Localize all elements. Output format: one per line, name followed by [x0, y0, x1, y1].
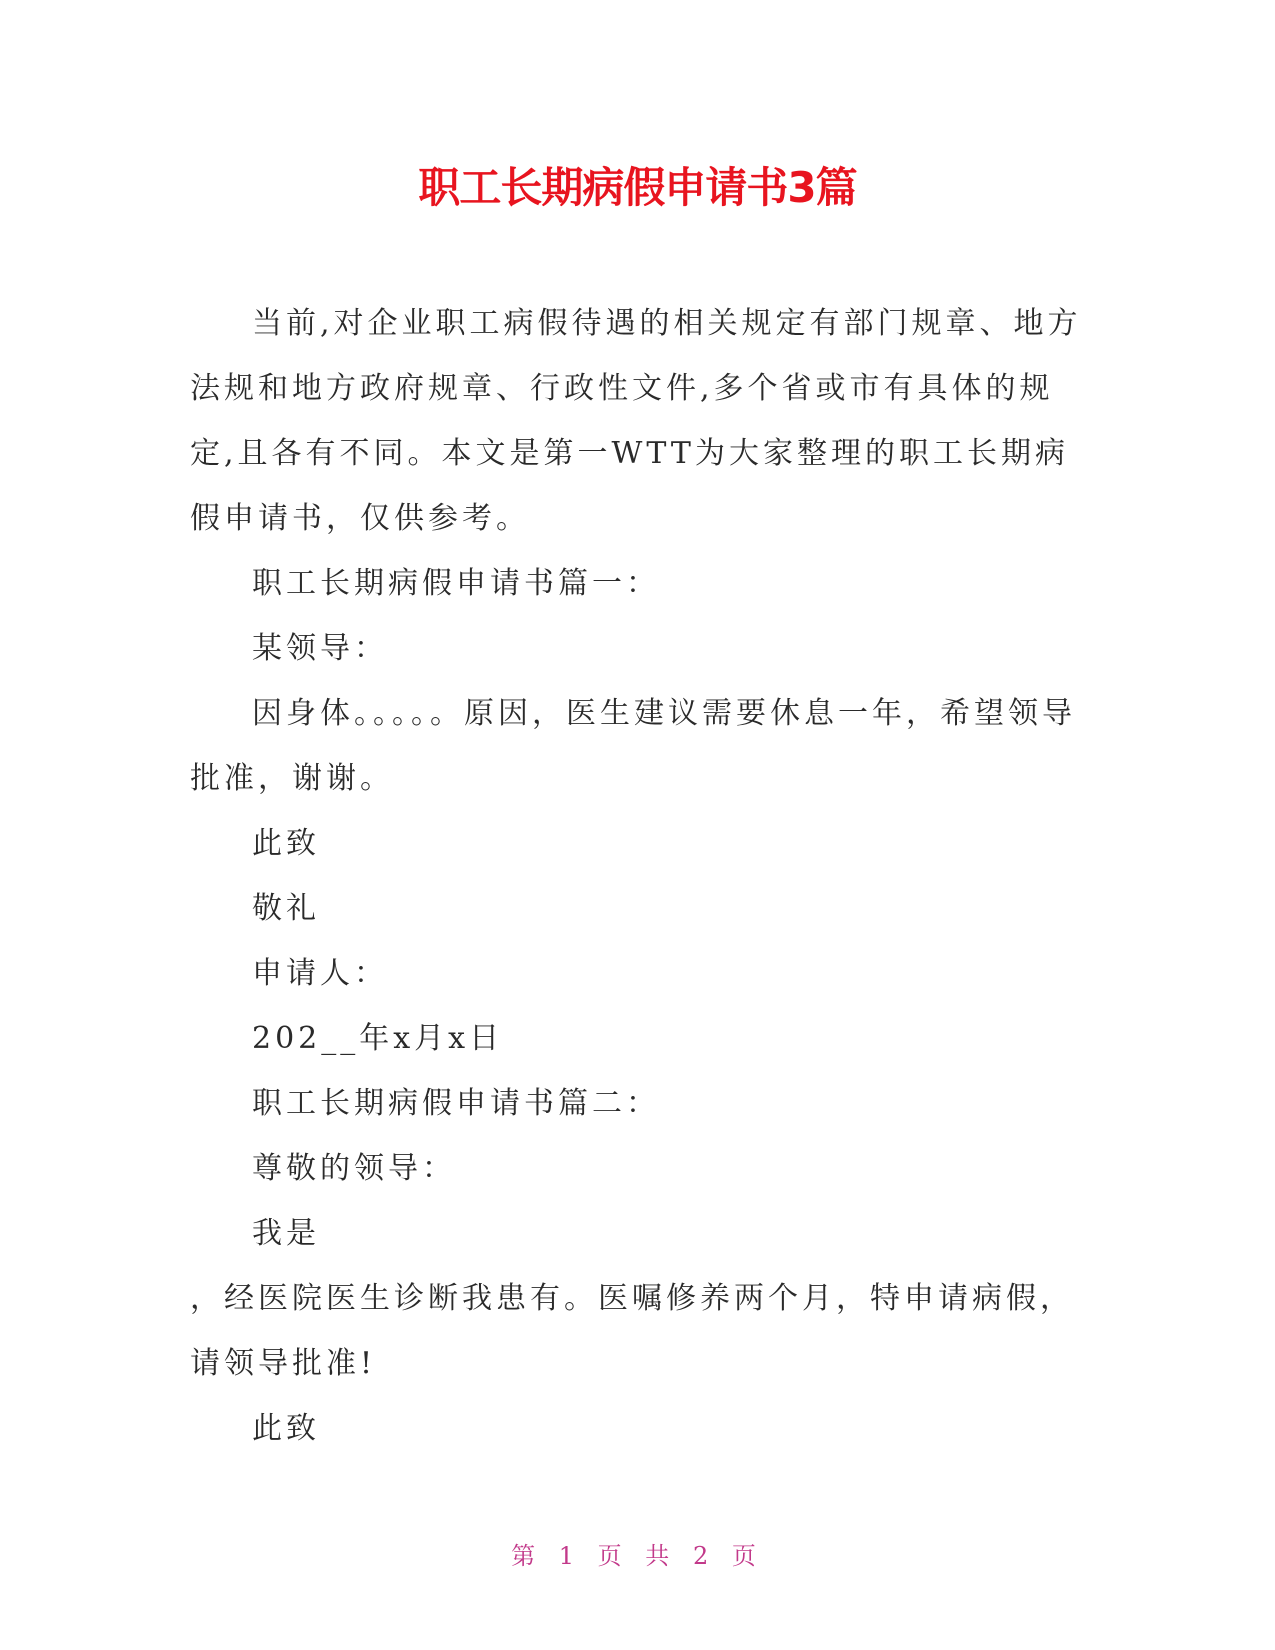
- intro-paragraph: 当前,对企业职工病假待遇的相关规定有部门规章、地方法规和地方政府规章、行政性文件,多个省或市有具体的规定,且各有不同。本文是第一WTT为大家整理的职工长期病假申请书，仅供参考。: [190, 306, 1082, 536]
- applicant-label: 申请人：: [252, 956, 388, 991]
- document-title: 职工长期病假申请书3篇: [418, 163, 857, 212]
- salutation-two: 尊敬的领导：: [252, 1151, 456, 1186]
- page-footer: 第 1 页 共 2 页: [511, 1542, 764, 1570]
- section-heading-one: 职工长期病假申请书篇一：: [252, 566, 660, 601]
- section-heading-two: 职工长期病假申请书篇二：: [252, 1086, 660, 1121]
- closing-cizhi-one: 此致: [252, 826, 320, 861]
- document-body: [190, 291, 1090, 1461]
- self-intro-line: 我是: [252, 1216, 320, 1251]
- closing-jingli-one: 敬礼: [252, 891, 320, 926]
- salutation-one: 某领导：: [252, 631, 388, 666]
- request-paragraph-one: 因身体。。。。。原因，医生建议需要休息一年，希望领导批准，谢谢。: [190, 696, 1076, 796]
- closing-cizhi-two: 此致: [252, 1411, 320, 1446]
- request-paragraph-two: ，经医院医生诊断我患有。医嘱修养两个月，特申请病假，请领导批准!: [190, 1281, 1074, 1381]
- date-line: 202__年x月x日: [252, 1021, 504, 1056]
